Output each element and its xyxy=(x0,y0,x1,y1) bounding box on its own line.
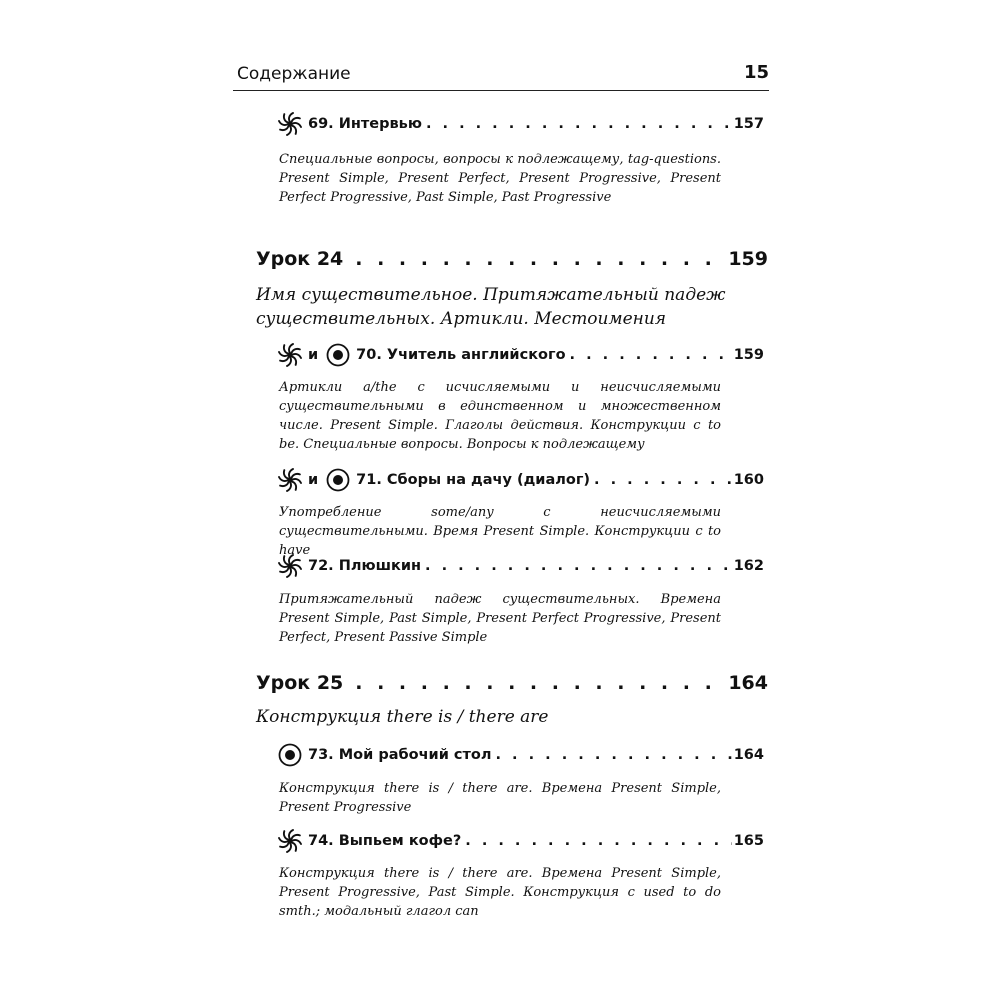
toc-entry-72[interactable] xyxy=(278,553,764,579)
entry-description: Конструкция there is / there are. Времена Present Simple, Present Progressive xyxy=(279,781,721,815)
entry-page: 160 xyxy=(733,472,764,488)
entry-description: Конструкция there is / there are. Времена Present Simple, Present Progressive, Past Simple. Конструкция с used to do smth.; модальный глагол can xyxy=(279,866,721,919)
leader-dots xyxy=(355,248,722,270)
toc-entry-71[interactable] xyxy=(278,467,764,493)
lesson-label: Урок 24 xyxy=(256,248,344,270)
toc-entry-73[interactable] xyxy=(278,742,764,768)
entry-page: 162 xyxy=(733,558,764,574)
lesson-label: Урок 25 xyxy=(256,672,344,694)
lesson-24-heading[interactable] xyxy=(256,248,768,276)
leader-dots xyxy=(426,116,732,132)
conjunction: и xyxy=(308,347,319,363)
leader-dots xyxy=(355,672,722,694)
entry-title: 69. Интервью xyxy=(308,116,422,132)
swirl-icon xyxy=(278,343,302,367)
running-title: Содержание xyxy=(237,64,351,84)
target-icon xyxy=(278,743,302,767)
entry-description: Артикли a/the с исчисляемыми и неисчисляемыми существительными в единственном и множественном числе. Present Simple. Глаголы действия. Конструкции с to be. Специальные вопросы. Вопросы к подлежащему xyxy=(279,380,721,452)
conjunction: и xyxy=(308,472,319,488)
entry-description: Специальные вопросы, вопросы к подлежащему, tag-questions. Present Simple, Present Perfect, Present Progressive, Present Perfect Progressive, Past Simple, Past Progressive xyxy=(279,152,721,205)
toc-entry-70[interactable] xyxy=(278,342,764,368)
entry-description: Притяжательный падеж существительных. Времена Present Simple, Past Simple, Present Perfect Progressive, Present Perfect, Present Passive Simple xyxy=(279,592,721,645)
toc-entry-69[interactable] xyxy=(278,111,764,137)
target-icon xyxy=(326,343,350,367)
leader-dots xyxy=(496,747,732,763)
lesson-25-heading[interactable] xyxy=(256,672,768,700)
swirl-icon xyxy=(278,829,302,853)
toc-entry-74[interactable] xyxy=(278,828,764,854)
swirl-icon xyxy=(278,112,302,136)
swirl-icon xyxy=(278,554,302,578)
lesson-subtitle: Конструкция there is / there are xyxy=(256,707,549,727)
lesson-subtitle: Имя существительное. Притяжательный падеж существительных. Артикли. Местоимения xyxy=(256,285,726,329)
leader-dots xyxy=(465,833,731,849)
lesson-page: 159 xyxy=(728,248,768,270)
entry-title: 71. Сборы на дачу (диалог) xyxy=(356,472,591,488)
target-icon xyxy=(326,468,350,492)
entry-title: 74. Выпьем кофе? xyxy=(308,833,462,849)
entry-title: 72. Плюшкин xyxy=(308,558,422,574)
entry-page: 164 xyxy=(733,747,764,763)
page-number: 15 xyxy=(743,62,769,83)
entry-page: 157 xyxy=(733,116,764,132)
swirl-icon xyxy=(278,468,302,492)
entry-description: Употребление some/any с неисчисляемыми существительными. Время Present Simple. Конструкции с to have xyxy=(279,505,721,558)
leader-dots xyxy=(594,472,732,488)
entry-page: 159 xyxy=(733,347,764,363)
entry-title: 70. Учитель английского xyxy=(356,347,566,363)
lesson-page: 164 xyxy=(728,672,768,694)
entry-page: 165 xyxy=(733,833,764,849)
page-header xyxy=(233,64,769,91)
leader-dots xyxy=(425,558,732,574)
entry-title: 73. Мой рабочий стол xyxy=(308,747,492,763)
leader-dots xyxy=(570,347,732,363)
